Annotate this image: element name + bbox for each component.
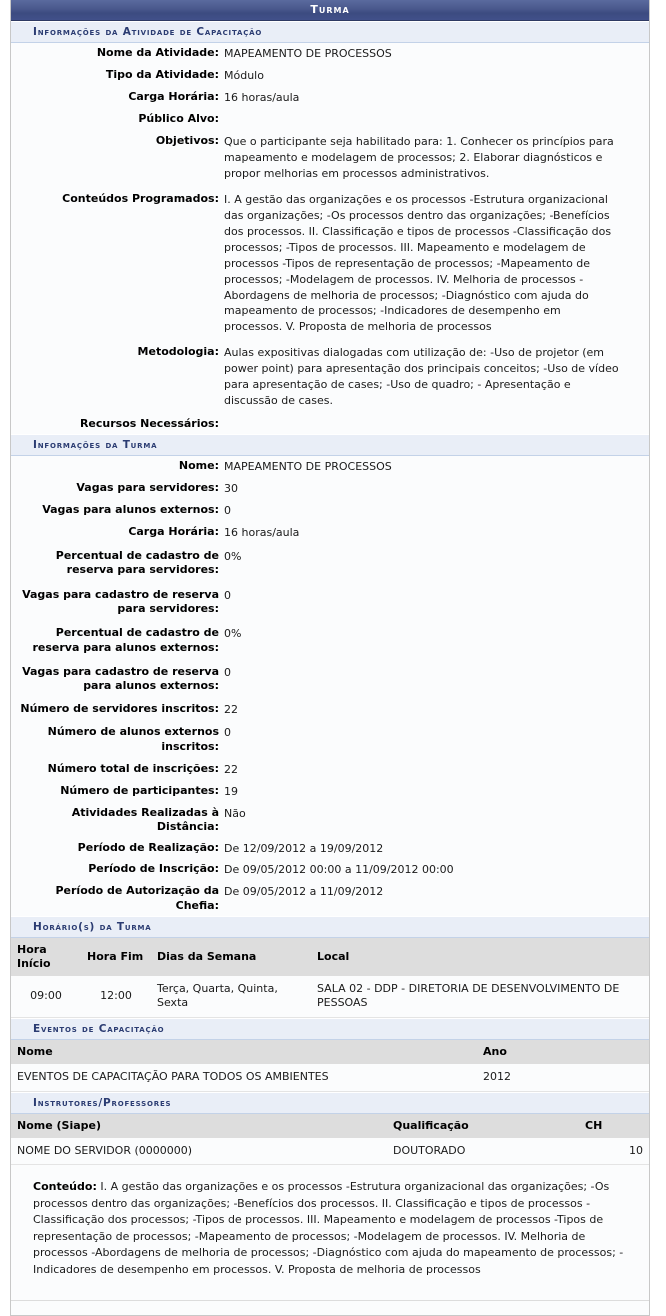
section-header-eventos: Eventos de Capacitação bbox=[11, 1018, 649, 1040]
detail-value bbox=[224, 414, 649, 434]
detail-row bbox=[11, 544, 649, 583]
section-header-turma: Informações da Turma bbox=[11, 434, 649, 456]
detail-label: Vagas para cadastro de reserva para servidores: bbox=[22, 587, 219, 616]
section-header-horarios: Horário(s) da Turma bbox=[11, 916, 649, 938]
detail-row bbox=[11, 129, 649, 187]
detail-row bbox=[11, 803, 649, 838]
detail-label: Conteúdos Programados: bbox=[62, 191, 219, 205]
detail-row bbox=[11, 43, 649, 65]
bottom-spacer bbox=[11, 1301, 649, 1315]
conteudo-label: Conteúdo: bbox=[33, 1180, 97, 1194]
detail-row bbox=[11, 583, 649, 622]
detail-value: De 09/05/2012 00:00 a 11/09/2012 00:00 bbox=[224, 863, 454, 877]
detail-row bbox=[11, 87, 649, 109]
cell-hora-inicio: 09:00 bbox=[11, 976, 81, 1018]
detail-label: Número de participantes: bbox=[60, 784, 219, 797]
detail-label: Vagas para alunos externos: bbox=[42, 503, 219, 517]
column-header-dias: Dias da Semana bbox=[151, 938, 311, 976]
detail-label: Público Alvo: bbox=[138, 111, 219, 125]
column-header-hora-inicio: Hora Início bbox=[11, 938, 81, 976]
atividade-detail-table bbox=[11, 43, 649, 434]
detail-row bbox=[11, 187, 649, 340]
cell-evento-nome: EVENTOS DE CAPACITAÇÃO PARA TODOS OS AMBIENTES bbox=[11, 1064, 477, 1091]
detail-value: MAPEAMENTO DE PROCESSOS bbox=[224, 47, 392, 60]
detail-row bbox=[11, 456, 649, 478]
detail-label: Período de Autorização da Chefia: bbox=[55, 884, 219, 912]
detail-row bbox=[11, 781, 649, 803]
cell-local: SALA 02 - DDP - DIRETORIA DE DESENVOLVIMENTO DE PESSOAS bbox=[311, 976, 649, 1018]
table-header-row bbox=[11, 938, 649, 976]
detail-value: 22 bbox=[224, 763, 238, 777]
detail-row bbox=[11, 340, 649, 414]
cell-qualificacao: DOUTORADO bbox=[387, 1138, 579, 1165]
table-row bbox=[11, 976, 649, 1018]
cell-ch: 10 bbox=[579, 1138, 649, 1165]
detail-value: 16 horas/aula bbox=[224, 526, 300, 540]
turma-report-panel bbox=[10, 0, 650, 1316]
column-header-hora-fim: Hora Fim bbox=[81, 938, 151, 976]
detail-label: Número de servidores inscritos: bbox=[20, 701, 219, 715]
detail-value: 16 horas/aula bbox=[224, 90, 300, 104]
detail-label: Objetivos: bbox=[155, 134, 219, 148]
detail-label: Atividades Realizadas à Distância: bbox=[71, 805, 219, 834]
detail-label: Carga Horária: bbox=[128, 89, 219, 103]
detail-row bbox=[11, 65, 649, 87]
detail-value: MAPEAMENTO DE PROCESSOS bbox=[224, 460, 392, 474]
detail-value: 22 bbox=[224, 702, 238, 716]
detail-value: 19 bbox=[224, 785, 238, 798]
detail-row bbox=[11, 881, 649, 916]
detail-label: Carga Horária: bbox=[128, 525, 219, 539]
detail-value: 0 bbox=[224, 588, 231, 602]
horarios-table bbox=[11, 938, 649, 1018]
detail-value: Aulas expositivas dialogadas com utilização de: -Uso de projetor (em power point) para apresentação dos principais conceitos; -Uso de vídeo para apresentação de cases; -Uso de quadro; - Apresentação e discussão de cases. bbox=[224, 346, 619, 408]
column-header-instrutor-nome: Nome (Siape) bbox=[11, 1114, 387, 1138]
column-header-evento-ano: Ano bbox=[477, 1040, 649, 1064]
detail-value: 0 bbox=[224, 726, 231, 740]
detail-value: De 09/05/2012 a 11/09/2012 bbox=[224, 885, 384, 899]
detail-value: De 12/09/2012 a 19/09/2012 bbox=[224, 841, 384, 855]
detail-value: Módulo bbox=[224, 68, 264, 82]
detail-value: I. A gestão das organizações e os processos -Estrutura organizacional das organizações; -Os processos dentro das organizações; -Benefícios dos processos. II. Classificação e tipos de processos -Classificação dos processos; -Tipos de processos. III. Mapeamento e modelagem de processos -Tipos de representação de processos; -Mapeamento de processos; -Modelagem de processos. IV. Melhoria de processos -Abordagens de melhoria de processos; -Diagnóstico com ajuda do mapeamento de processos; -Indicadores de desempenho em processos. V. Proposta de melhoria de processos bbox=[224, 192, 612, 334]
detail-label: Vagas para cadastro de reserva para alunos externos: bbox=[22, 664, 219, 693]
detail-value: 30 bbox=[224, 482, 238, 496]
detail-label: Recursos Necessários: bbox=[79, 417, 219, 431]
detail-row bbox=[11, 720, 649, 759]
section-header-atividade: Informações da Atividade de Capacitação bbox=[11, 21, 649, 43]
detail-value: 0% bbox=[224, 627, 242, 641]
eventos-table bbox=[11, 1040, 649, 1092]
detail-label: Tipo da Atividade: bbox=[105, 67, 219, 81]
detail-value bbox=[224, 109, 649, 129]
detail-row bbox=[11, 859, 649, 881]
detail-label: Vagas para servidores: bbox=[76, 481, 219, 495]
detail-row bbox=[11, 759, 649, 781]
detail-row bbox=[11, 478, 649, 500]
detail-row bbox=[11, 699, 649, 721]
detail-label: Metodologia: bbox=[137, 345, 219, 359]
turma-detail-table bbox=[11, 456, 649, 916]
detail-label: Percentual de cadastro de reserva para servidores: bbox=[55, 549, 219, 577]
detail-value: Que o participante seja habilitado para: 1. Conhecer os princípios para mapeamento e modelagem de processos; 2. Elaborar diagnósticos e propor melhorias em processos administrativos. bbox=[224, 135, 614, 180]
detail-row bbox=[11, 109, 649, 129]
conteudo-text: I. A gestão das organizações e os processos -Estrutura organizacional das organizações; -Os processos dentro das organizações; -Benefícios dos processos. II. Classificação e tipos de processos -Classificação dos processos; -Tipos de processos. III. Mapeamento e modelagem de processos -Tipos de representação de processos; -Mapeamento de processos; -Modelagem de processos. IV. Melhoria de processos -Abordagens de melhoria de processos; -Diagnóstico com ajuda do mapeamento de processos; -Indicadores de desempenho em processos. V. Proposta de melhoria de processos bbox=[33, 1180, 624, 1276]
table-row bbox=[11, 1064, 649, 1091]
detail-label: Período de Realização: bbox=[77, 840, 219, 854]
conteudo-block bbox=[11, 1165, 649, 1301]
cell-dias: Terça, Quarta, Quinta, Sexta bbox=[151, 976, 311, 1018]
detail-label: Nome da Atividade: bbox=[96, 46, 219, 59]
detail-label: Número total de inscrições: bbox=[47, 762, 219, 776]
detail-label: Nome: bbox=[178, 459, 219, 473]
detail-row bbox=[11, 621, 649, 660]
instrutores-table bbox=[11, 1114, 649, 1166]
detail-value: Não bbox=[224, 806, 246, 820]
panel-title: Turma bbox=[11, 0, 649, 21]
detail-label: Percentual de cadastro de reserva para alunos externos: bbox=[32, 626, 219, 654]
column-header-qualificacao: Qualificação bbox=[387, 1114, 579, 1138]
detail-label: Período de Inscrição: bbox=[88, 862, 219, 876]
detail-row bbox=[11, 660, 649, 699]
cell-evento-ano: 2012 bbox=[477, 1064, 649, 1091]
column-header-local: Local bbox=[311, 938, 649, 976]
detail-label: Número de alunos externos inscritos: bbox=[47, 725, 219, 753]
detail-row bbox=[11, 838, 649, 860]
detail-row bbox=[11, 522, 649, 544]
detail-value: 0% bbox=[224, 550, 242, 564]
cell-instrutor-nome: NOME DO SERVIDOR (0000000) bbox=[11, 1138, 387, 1165]
column-header-evento-nome: Nome bbox=[11, 1040, 477, 1064]
detail-value: 0 bbox=[224, 665, 231, 679]
cell-hora-fim: 12:00 bbox=[81, 976, 151, 1018]
column-header-ch: CH bbox=[579, 1114, 649, 1138]
detail-row bbox=[11, 414, 649, 434]
detail-row bbox=[11, 500, 649, 522]
table-row bbox=[11, 1138, 649, 1165]
table-header-row bbox=[11, 1040, 649, 1064]
table-header-row bbox=[11, 1114, 649, 1138]
detail-value: 0 bbox=[224, 504, 231, 518]
section-header-instrutores: Instrutores/Professores bbox=[11, 1092, 649, 1114]
